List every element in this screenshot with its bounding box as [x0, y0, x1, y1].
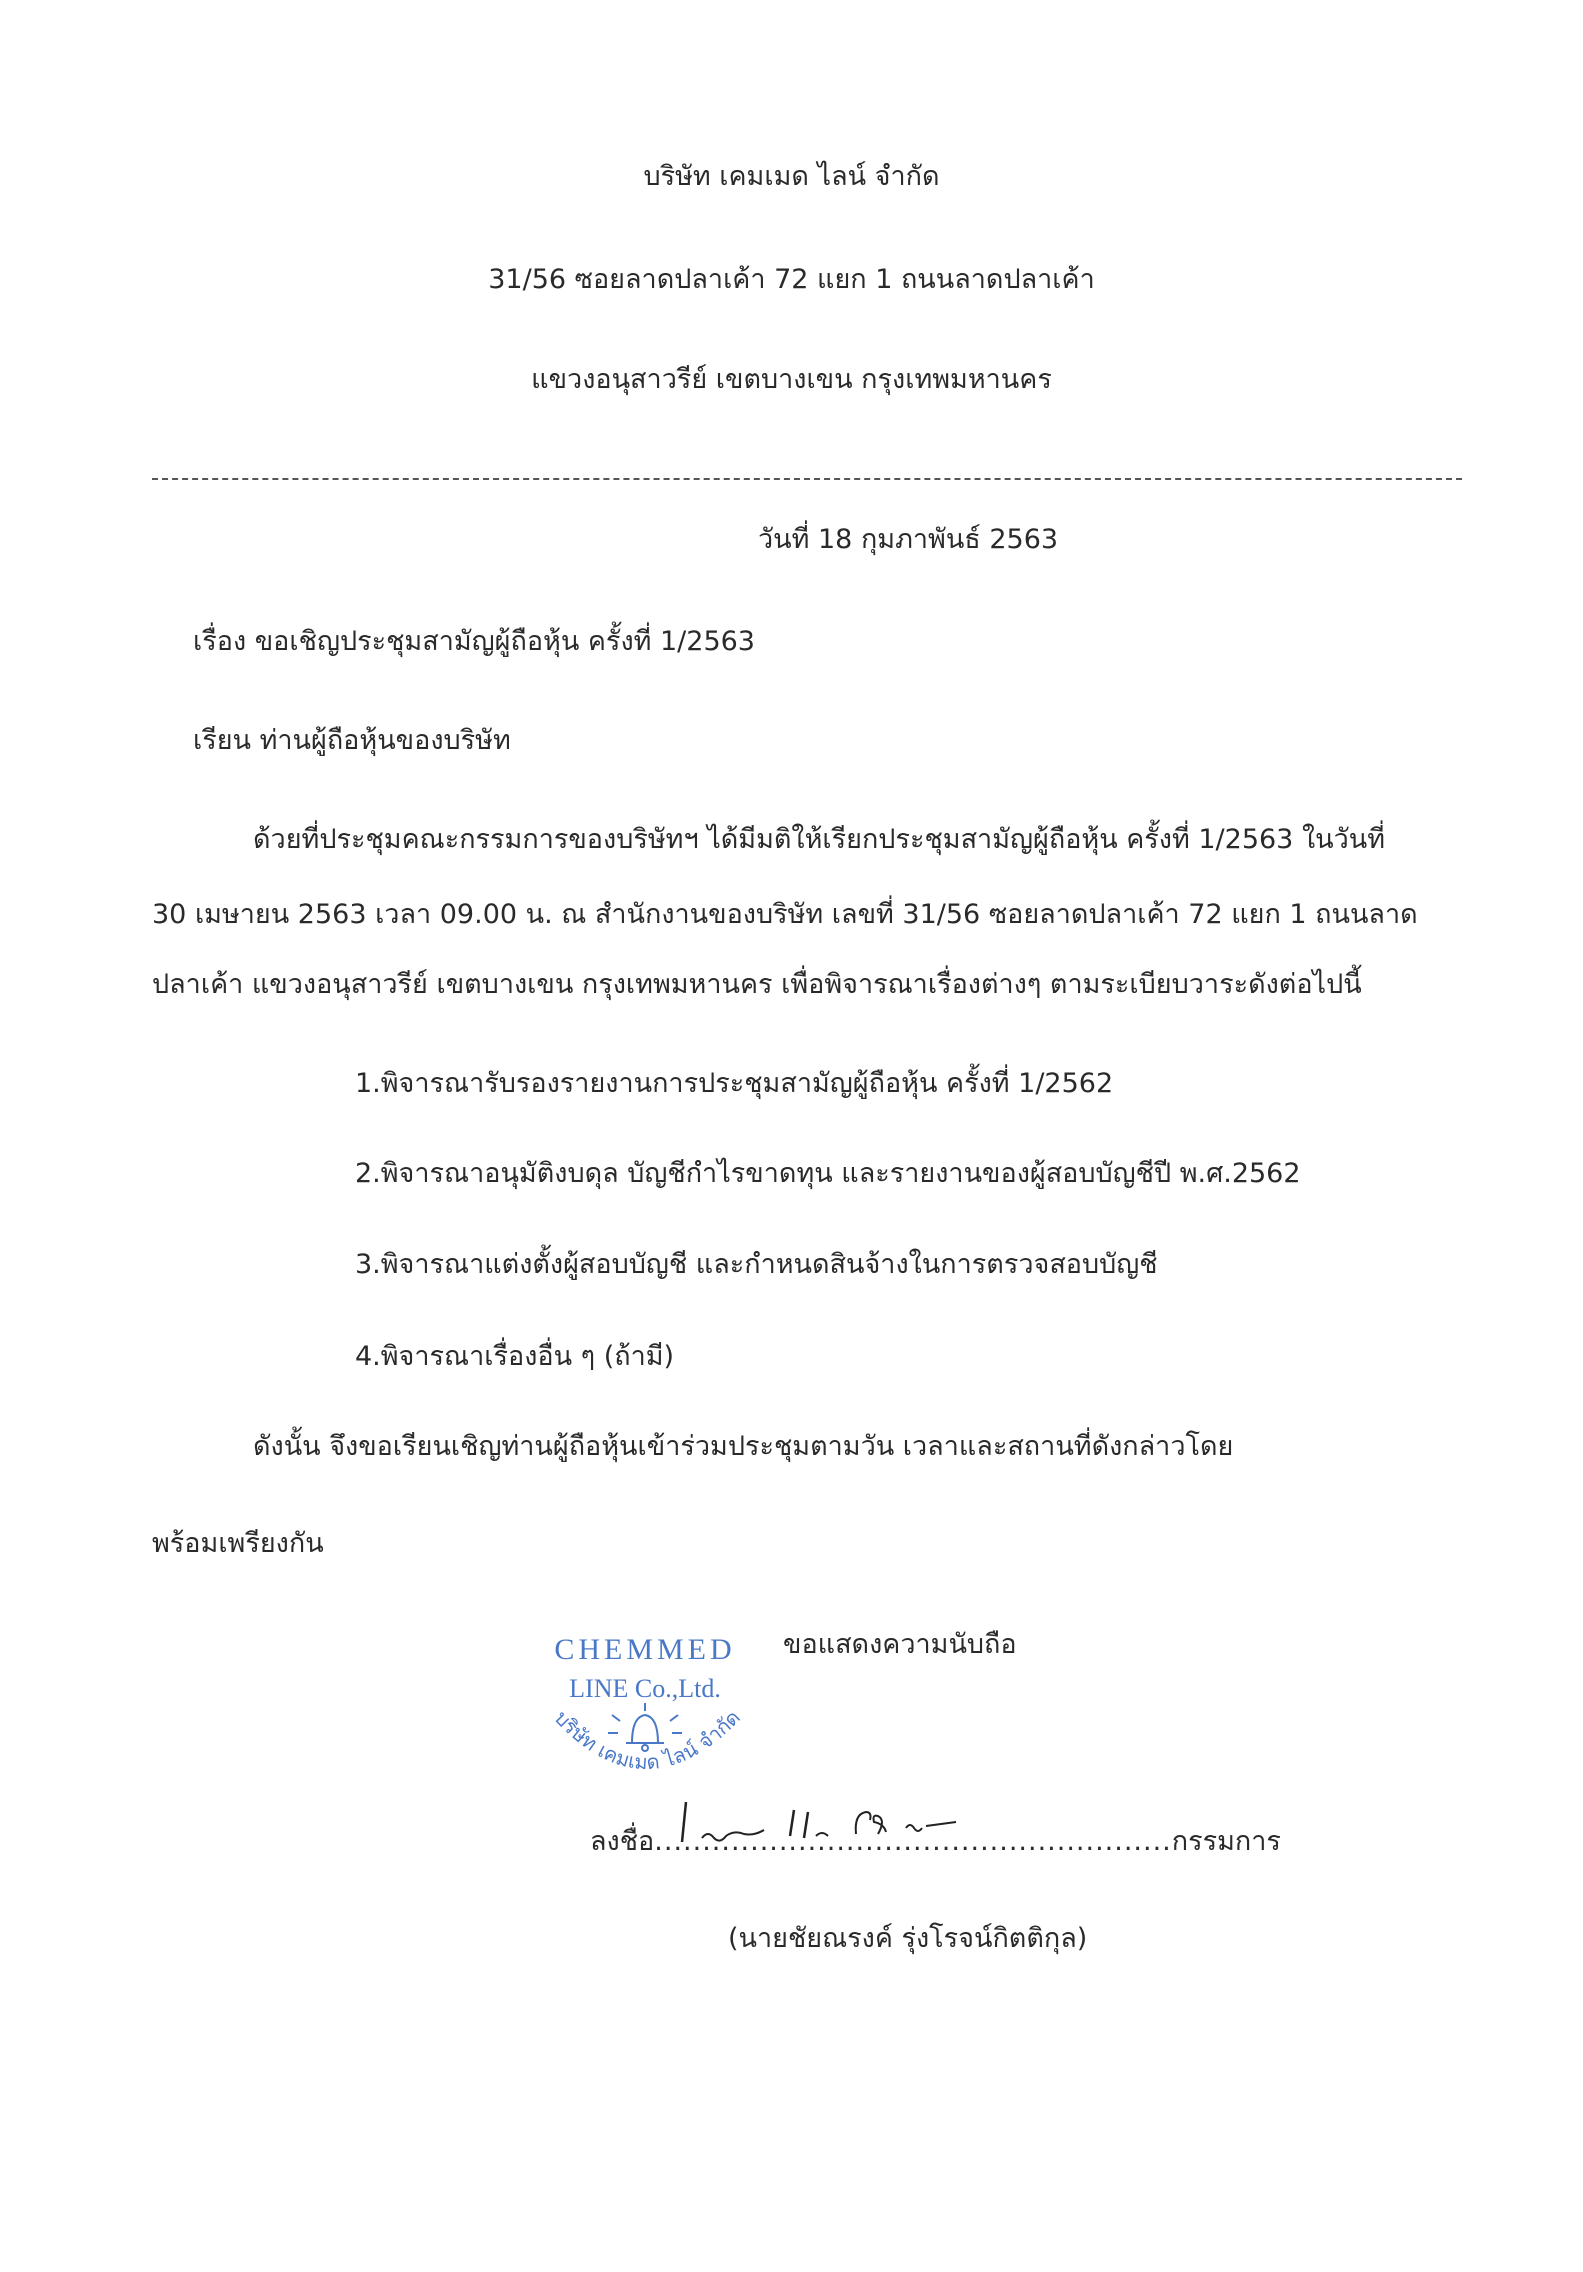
address-line-2: แขวงอนุสาวรีย์ เขตบางเขน กรุงเทพมหานคร — [531, 364, 1052, 395]
stamp-text-2: LINE Co.,Ltd. — [569, 1674, 721, 1703]
header-divider — [152, 478, 1462, 480]
regards-line: ขอแสดงความนับถือ — [783, 1629, 1017, 1660]
agenda-item: 1.พิจารณารับรองรายงานการประชุมสามัญผู้ถือหุ้น ครั้งที่ 1/2562 — [355, 1068, 1114, 1099]
stamp-text-1: CHEMMED — [554, 1633, 736, 1666]
signature-label: ลงชื่อ — [590, 1826, 655, 1857]
signature-line — [590, 1825, 1281, 1859]
agenda-item: 2.พิจารณาอนุมัติงบดุล บัญชีกำไรขาดทุน และรายงานของผู้สอบบัญชีปี พ.ศ.2562 — [355, 1158, 1301, 1189]
closing-line-2: พร้อมเพรียงกัน — [152, 1528, 324, 1559]
agenda-item: 3.พิจารณาแต่งตั้งผู้สอบบัญชี และกำหนดสินจ้างในการตรวจสอบบัญชี — [355, 1249, 1158, 1280]
salutation-line: เรียน ท่านผู้ถือหุ้นของบริษัท — [193, 725, 511, 756]
body-line-2: 30 เมษายน 2563 เวลา 09.00 น. ณ สำนักงานของบริษัท เลขที่ 31/56 ซอยลาดปลาเค้า 72 แยก 1 ถนนลาด — [152, 899, 1418, 930]
signature-dots: ...................................................... — [654, 1826, 1172, 1857]
agenda-item: 4.พิจารณาเรื่องอื่น ๆ (ถ้ามี) — [355, 1341, 675, 1372]
letter-date: วันที่ 18 กุมภาพันธ์ 2563 — [758, 524, 1059, 555]
stamp-arc-text: บริษัท เคมเมด ไลน์ จำกัด — [549, 1705, 745, 1775]
signatory-name: (นายชัยณรงค์ รุ่งโรจน์กิตติกุล) — [728, 1923, 1088, 1954]
bell-icon — [608, 1703, 682, 1751]
signature-title: กรรมการ — [1171, 1826, 1281, 1857]
address-line-1: 31/56 ซอยลาดปลาเค้า 72 แยก 1 ถนนลาดปลาเค้า — [488, 264, 1095, 295]
company-stamp — [520, 1625, 770, 1805]
subject-line: เรื่อง ขอเชิญประชุมสามัญผู้ถือหุ้น ครั้งที่ 1/2563 — [193, 626, 755, 657]
closing-line-1: ดังนั้น จึงขอเรียนเชิญท่านผู้ถือหุ้นเข้าร่วมประชุมตามวัน เวลาและสถานที่ดังกล่าวโดย — [253, 1431, 1234, 1462]
body-line-3: ปลาเค้า แขวงอนุสาวรีย์ เขตบางเขน กรุงเทพมหานคร เพื่อพิจารณาเรื่องต่างๆ ตามระเบียบวาระดังต่อไปนี้ — [152, 969, 1362, 1000]
body-line-1: ด้วยที่ประชุมคณะกรรมการของบริษัทฯ ได้มีมติให้เรียกประชุมสามัญผู้ถือหุ้น ครั้งที่ 1/2563 ในวันที่ — [253, 824, 1385, 855]
company-name: บริษัท เคมเมด ไลน์ จำกัด — [643, 161, 940, 192]
